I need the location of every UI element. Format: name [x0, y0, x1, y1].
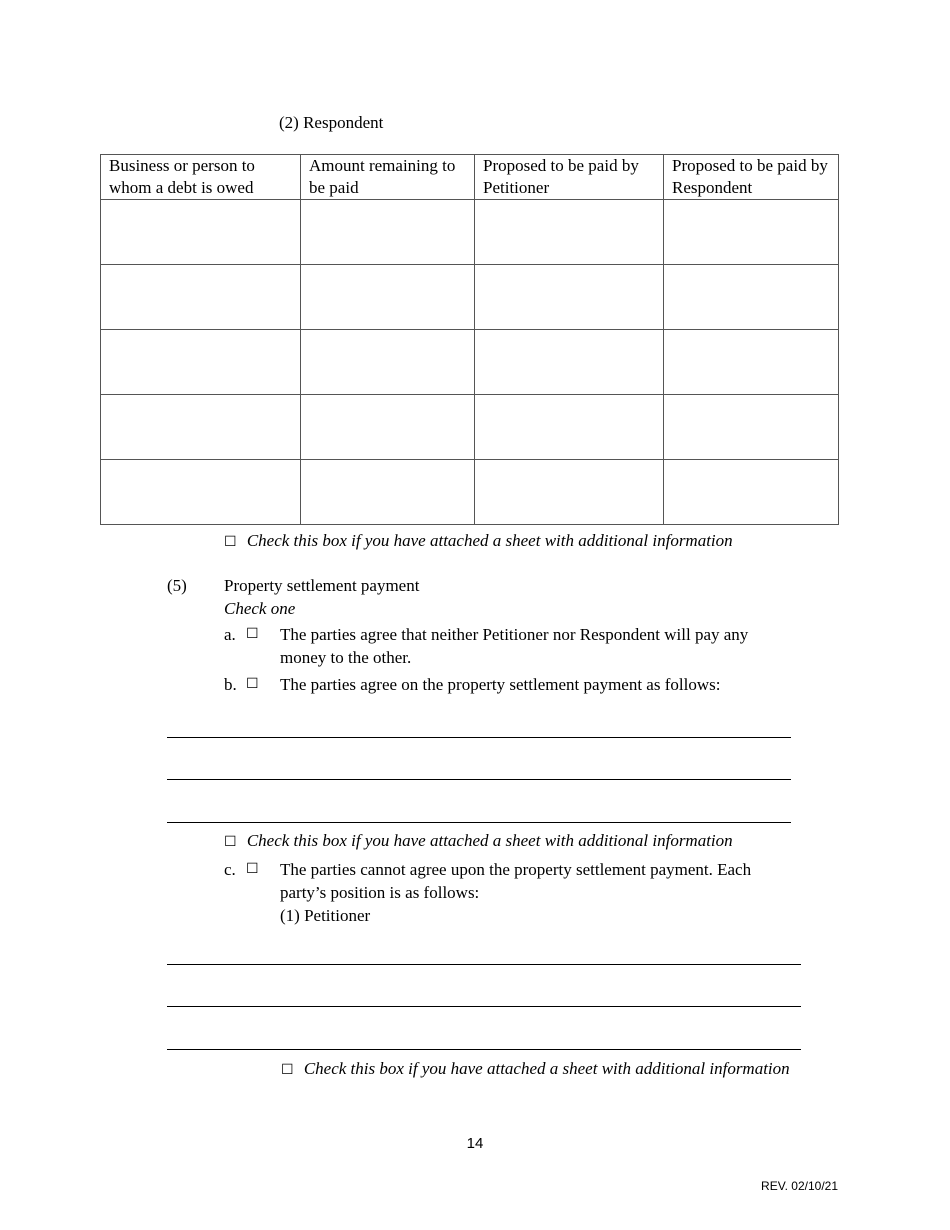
table-cell[interactable] [101, 330, 301, 395]
checkbox-attach-petitioner[interactable]: ☐ [281, 1062, 294, 1078]
table-cell[interactable] [475, 265, 664, 330]
table-header-row [101, 155, 839, 200]
checkbox-attach-table[interactable]: ☐ [224, 534, 237, 550]
table-cell[interactable] [664, 330, 839, 395]
column-header-amount-remaining: Amount remaining to be paid [301, 155, 475, 200]
table-cell[interactable] [664, 460, 839, 525]
table-cell[interactable] [475, 395, 664, 460]
table-row [101, 200, 839, 265]
table-cell[interactable] [101, 265, 301, 330]
option-a-text-line1: The parties agree that neither Petitioner nor Respondent will pay any [280, 625, 749, 644]
attach-note-text: Check this box if you have attached a sheet with additional information [246, 831, 733, 850]
fill-in-line[interactable] [167, 779, 791, 780]
table-cell[interactable] [664, 265, 839, 330]
column-header-paid-by-petitioner: Proposed to be paid by Petitioner [475, 155, 664, 200]
attach-note-table [224, 529, 733, 554]
option-b-label: b. [224, 675, 237, 694]
column-header-creditor: Business or person to whom a debt is owed [101, 155, 301, 200]
option-b-text: The parties agree on the property settlement payment as follows: [280, 675, 721, 694]
checkbox-option-c[interactable]: ☐ [246, 861, 259, 877]
table-cell[interactable] [301, 395, 475, 460]
attach-note-petitioner [281, 1057, 790, 1082]
option-c-text-line1: The parties cannot agree upon the property settlement payment. Each [280, 860, 752, 879]
option-c-text [280, 858, 751, 927]
debts-table [100, 154, 839, 525]
attach-note-text: Check this box if you have attached a sheet with additional information [246, 531, 733, 550]
checkbox-attach-option-b[interactable]: ☐ [224, 834, 237, 850]
option-c-text-line2: party’s position is as follows: [280, 883, 480, 902]
option-a-text [280, 623, 748, 669]
attach-note-option-b [224, 829, 733, 854]
table-cell[interactable] [475, 330, 664, 395]
table-cell[interactable] [664, 200, 839, 265]
option-b [224, 673, 720, 696]
respondent-heading: (2) Respondent [279, 113, 384, 132]
page-number: 14 [466, 1135, 484, 1152]
table-cell[interactable] [301, 265, 475, 330]
section-5-number: (5) [167, 576, 187, 595]
option-a-text-line2: money to the other. [280, 648, 412, 667]
option-a [224, 623, 748, 669]
table-row [101, 330, 839, 395]
table-cell[interactable] [101, 200, 301, 265]
option-c-label: c. [224, 860, 236, 879]
table-cell[interactable] [475, 460, 664, 525]
fill-in-line[interactable] [167, 1049, 801, 1050]
fill-in-line[interactable] [167, 822, 791, 823]
table-row [101, 460, 839, 525]
revision-date: REV. 02/10/21 [761, 1179, 838, 1193]
table-cell[interactable] [475, 200, 664, 265]
petitioner-heading: (1) Petitioner [280, 906, 371, 925]
table-cell[interactable] [301, 460, 475, 525]
table-cell[interactable] [101, 460, 301, 525]
section-5-title: Property settlement payment [224, 576, 420, 595]
fill-in-line[interactable] [167, 1006, 801, 1007]
option-a-label: a. [224, 625, 236, 644]
table-cell[interactable] [301, 330, 475, 395]
table-cell[interactable] [101, 395, 301, 460]
attach-note-text: Check this box if you have attached a sheet with additional information [303, 1059, 790, 1078]
option-c [224, 858, 751, 927]
fill-in-line[interactable] [167, 964, 801, 965]
fill-in-line[interactable] [167, 737, 791, 738]
table-cell[interactable] [301, 200, 475, 265]
table-cell[interactable] [664, 395, 839, 460]
table-row [101, 395, 839, 460]
section-5-instruction: Check one [224, 599, 296, 618]
checkbox-option-a[interactable]: ☐ [246, 626, 259, 642]
column-header-paid-by-respondent: Proposed to be paid by Respondent [664, 155, 839, 200]
table-row [101, 265, 839, 330]
checkbox-option-b[interactable]: ☐ [246, 676, 259, 692]
